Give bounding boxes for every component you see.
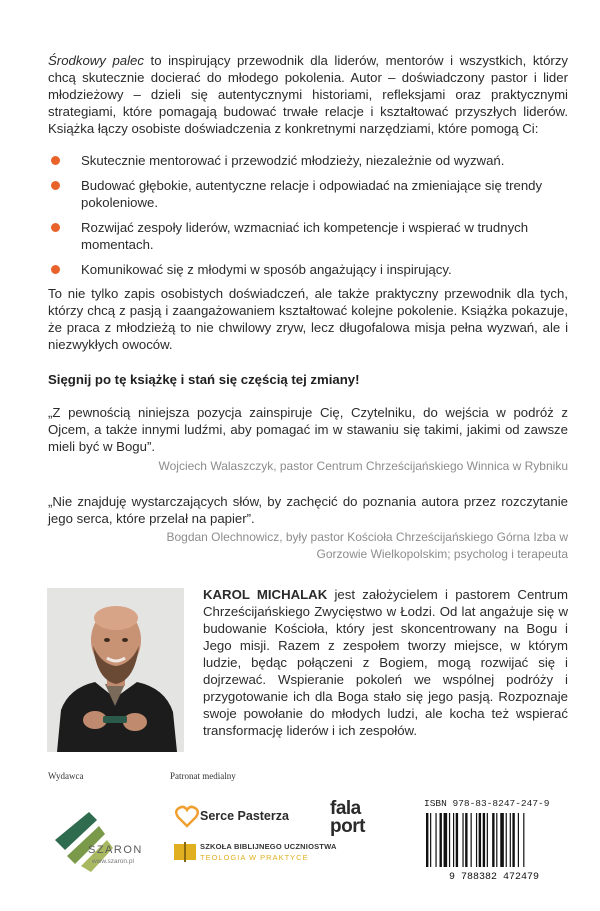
barcode-bar xyxy=(471,813,472,867)
barcode-bar xyxy=(512,813,514,867)
publisher-name: SZARON xyxy=(88,844,143,856)
barcode-bar xyxy=(444,813,448,867)
barcode-bar xyxy=(510,813,511,867)
barcode-bar xyxy=(506,813,507,867)
barcode-bar xyxy=(483,813,485,867)
second-paragraph: To nie tylko zapis osobistych doświadczeń, ale także praktyczny przewodnik dla tych, którzy chcą z pasją i zaangażowaniem kształtować kolejne pokolenie. Książka pokazuje, że praca z młodzieżą to nie chwilowy zryw, lecz długofalowa misja pełna wyzwań, ale i niezwykłych owoców. xyxy=(48,286,568,352)
barcode-bar xyxy=(476,813,477,867)
barcode-bar xyxy=(462,813,463,867)
media-patron-serce-pasterza: Serce Pasterza xyxy=(200,809,289,823)
intro-paragraph xyxy=(48,52,568,137)
bullet-dot-icon xyxy=(51,181,60,190)
bullet-dot-icon xyxy=(51,223,60,232)
benefits-list xyxy=(48,152,568,286)
barcode-bar xyxy=(449,813,450,867)
barcode-bar xyxy=(426,813,428,867)
publisher-label: Wydawca xyxy=(48,771,84,781)
author-bio xyxy=(203,586,568,739)
endorsement-quote: „Z pewnością niniejsza pozycja zainspiruje Cię, Czytelniku, do wejścia w podróż z Ojcem, a także innymi ludźmi, aby pomagać im w stawaniu się takimi, jakimi od zawsze mieli być w Bogu”. xyxy=(48,405,568,454)
barcode-digits: 9 788382 472479 xyxy=(448,872,540,881)
barcode-bar xyxy=(465,813,467,867)
media-patron-fala-port: fala port xyxy=(330,798,365,837)
media-patron-szkola: SZKOŁA BIBLIJNEGO UCZNIOSTWA xyxy=(200,842,337,851)
barcode-bar xyxy=(496,813,497,867)
bullet-dot-icon xyxy=(51,265,60,274)
list-item: Komunikować się z młodymi w sposób angażujący i inspirujący. xyxy=(48,261,568,278)
barcode-bar xyxy=(500,813,504,867)
barcode-bar xyxy=(430,813,431,867)
endorsement-author: Wojciech Walaszczyk, pastor Centrum Chrześcijańskiego Winnica w Rybniku xyxy=(158,459,568,473)
author-name: KAROL MICHALAK xyxy=(203,587,328,602)
barcode-bar xyxy=(479,813,481,867)
book-icon xyxy=(174,842,196,862)
barcode-bar xyxy=(523,813,524,867)
endorsement-quote: „Nie znajduję wystarczających słów, by zachęcić do poznania autora przez rozczytanie jego serca, które przelał na papier”. xyxy=(48,494,568,526)
author-photo xyxy=(47,588,184,752)
author-bio-text: jest założycielem i pastorem Centrum Chrześcijańskiego Zwycięstwo w Łodzi. Od lat angażuje się w budowanie Kościoła, który jest skoncentrowany na Bogu i Jego misji. Razem z zespołem tworzy miejsce, w którym ludzie, będąc połączeni z Bogiem, mogą rozwijać się i dojrzewać. Wspieranie pokoleń we wspólnej podróży i przygotowanie ich dla Boga stało się jego pasją. Rozpoznaje swoje powołanie do młodych ludzi, ale kocha też wspierać transformację liderów i ich zespołów. xyxy=(203,587,568,738)
book-title: Środkowy palec xyxy=(48,53,144,68)
barcode-bar xyxy=(492,813,494,867)
barcode-bar xyxy=(518,813,519,867)
publisher-url: www.szaron.pl xyxy=(92,858,134,865)
barcode-bar xyxy=(453,813,454,867)
barcode-bars-icon xyxy=(426,813,524,867)
barcode-bar xyxy=(435,813,436,867)
call-to-action: Sięgnij po tę książkę i stań się częścią tej zmiany! xyxy=(48,372,360,387)
media-patron-label: Patronat medialny xyxy=(170,771,236,781)
bullet-dot-icon xyxy=(51,156,60,165)
barcode xyxy=(420,813,568,881)
isbn-number: ISBN 978-83-8247-247-9 xyxy=(424,798,550,809)
intro-text: to inspirujący przewodnik dla liderów, mentorów i wszystkich, którzy chcą skutecznie docierać do młodego pokolenia. Autor – doświadczony pastor i lider młodzieżowy – dzieli się autentycznymi historiami, refleksjami oraz praktycznymi strategiami, które pomagają budować trwałe relacje i kształtować przyszłych liderów. Książka łączy osobiste doświadczenia z konkretnymi narzędziami, które pomogą Ci: xyxy=(48,53,569,136)
media-patron-szkola-tagline: TEOLOGIA W PRAKTYCE xyxy=(200,853,309,862)
barcode-bar xyxy=(440,813,442,867)
barcode-bar xyxy=(456,813,458,867)
endorsement-author: Bogdan Olechnowicz, były pastor Kościoła Chrześcijańskiego Górna Izba w Gorzowie Wielkopolskim; psycholog i terapeuta xyxy=(166,530,568,561)
list-item: Budować głębokie, autentyczne relacje i odpowiadać na zmieniające się trendy pokoleniowe. xyxy=(48,177,568,211)
barcode-bar xyxy=(487,813,488,867)
list-item: Rozwijać zespoły liderów, wzmacniać ich kompetencje i wspierać w trudnych momentach. xyxy=(48,219,568,253)
list-item: Skutecznie mentorować i przewodzić młodzieży, niezależnie od wyzwań. xyxy=(48,152,568,169)
